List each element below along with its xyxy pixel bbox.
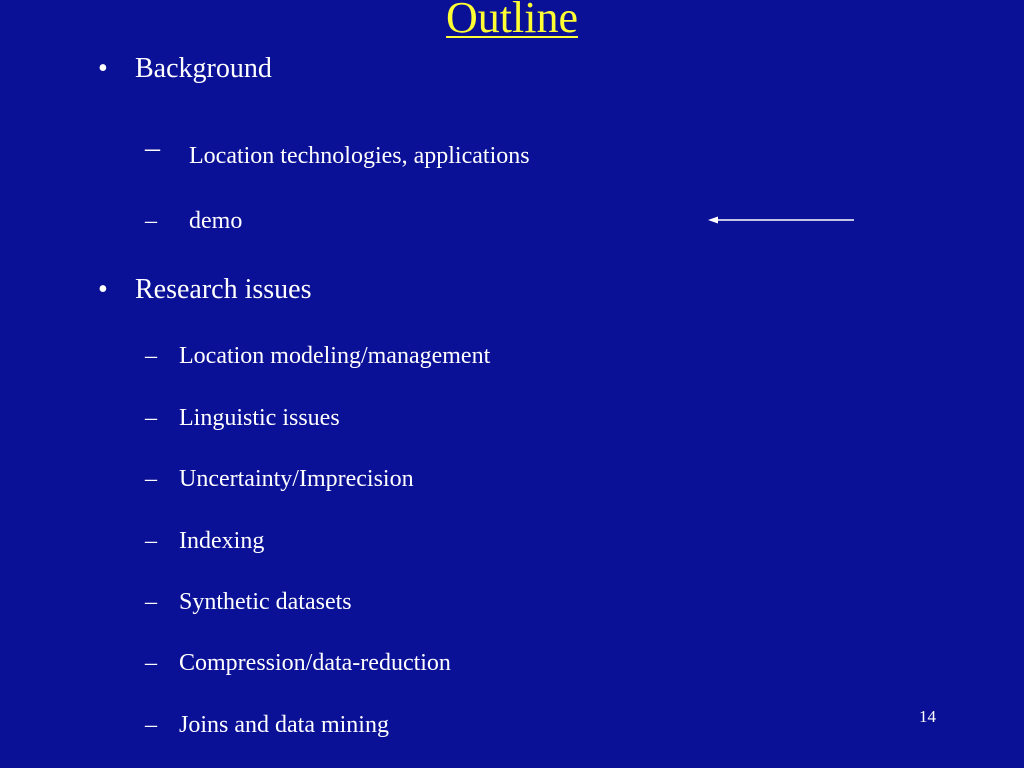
sub-item-label: demo (189, 208, 243, 234)
sub-item-synthetic-datasets (145, 587, 352, 617)
left-arrow-icon (706, 212, 856, 228)
dash-marker: – (145, 131, 160, 164)
sub-item-label: Joins and data mining (179, 712, 389, 738)
bullet-label: Background (135, 53, 272, 84)
dash-marker: – (145, 208, 157, 234)
sub-item-label: Uncertainty/Imprecision (179, 466, 414, 492)
dash-marker: – (145, 528, 157, 554)
page-number: 14 (919, 707, 936, 726)
sub-item-label: Synthetic datasets (179, 589, 352, 615)
dash-marker: – (145, 466, 157, 492)
sub-item-label: Indexing (179, 528, 265, 554)
dash-marker: – (145, 343, 157, 369)
sub-item-label: Location modeling/management (179, 343, 491, 369)
sub-item-label: Compression/data-reduction (179, 650, 451, 676)
sub-item-uncertainty (145, 464, 414, 494)
bullet-marker: • (98, 53, 108, 84)
bullet-background (98, 52, 272, 86)
bullet-marker: • (98, 274, 108, 305)
bullet-label: Research issues (135, 274, 312, 305)
sub-item-linguistic-issues (145, 403, 340, 433)
sub-item-label: Linguistic issues (179, 405, 340, 431)
sub-item-demo (145, 206, 242, 236)
bullet-research-issues (98, 273, 312, 307)
sub-item-label: Location technologies, applications (189, 143, 530, 169)
sub-item-indexing (145, 526, 264, 556)
sub-item-location-modeling (145, 341, 490, 371)
slide-title: Outline (446, 0, 578, 42)
dash-marker: – (145, 712, 157, 738)
dash-marker: – (145, 650, 157, 676)
sub-item-location-technologies (145, 131, 530, 171)
sub-item-compression (145, 648, 451, 678)
sub-item-joins-data-mining (145, 710, 389, 740)
dash-marker: – (145, 405, 157, 431)
dash-marker: – (145, 589, 157, 615)
